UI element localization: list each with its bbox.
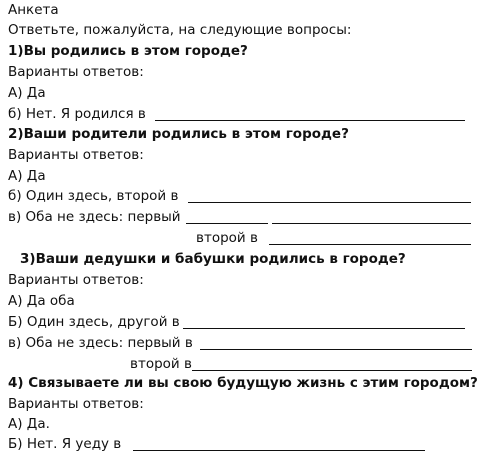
q1-option-a: А) Да <box>8 85 46 101</box>
q2-first-blank-2[interactable] <box>272 223 471 224</box>
q3-first-blank[interactable] <box>200 349 472 350</box>
question-2: 2)Ваши родители родились в этом городе? <box>8 126 349 142</box>
q4-option-b: Б) Нет. Я уеду в <box>8 436 122 452</box>
q3-option-a: А) Да оба <box>8 293 75 309</box>
question-1: 1)Вы родились в этом городе? <box>8 43 248 59</box>
q1-answer-blank[interactable] <box>155 120 465 121</box>
q2-option-a: А) Да <box>8 168 46 184</box>
answers-label: Варианты ответов: <box>8 272 144 288</box>
q3-option-c: в) Оба не здесь: первый в <box>8 335 193 351</box>
q2-second-blank[interactable] <box>269 244 471 245</box>
q2-option-b: б) Один здесь, второй в <box>8 188 179 204</box>
q3-second-blank[interactable] <box>192 370 472 371</box>
q3-option-c-second: второй в <box>130 356 192 372</box>
q3-option-b: Б) Один здесь, другой в <box>8 314 180 330</box>
q3-option-b-blank[interactable] <box>183 328 465 329</box>
q2-option-b-blank[interactable] <box>188 202 471 203</box>
q2-first-blank-1[interactable] <box>186 223 268 224</box>
q4-answer-blank[interactable] <box>133 450 425 451</box>
answers-label: Варианты ответов: <box>8 64 144 80</box>
question-4: 4) Связываете ли вы свою будущую жизнь с этим городом? <box>8 375 478 391</box>
intro-text: Ответьте, пожалуйста, на следующие вопросы: <box>8 22 352 38</box>
answers-label: Варианты ответов: <box>8 147 144 163</box>
q4-option-a: А) Да. <box>8 416 50 432</box>
answers-label: Варианты ответов: <box>8 396 144 412</box>
question-3: 3)Ваши дедушки и бабушки родились в городе? <box>20 251 406 267</box>
document-title: Анкета <box>8 2 59 18</box>
q1-option-b: б) Нет. Я родился в <box>8 106 146 122</box>
q2-option-c-second: второй в <box>196 230 258 246</box>
q2-option-c: в) Оба не здесь: первый <box>8 209 181 225</box>
